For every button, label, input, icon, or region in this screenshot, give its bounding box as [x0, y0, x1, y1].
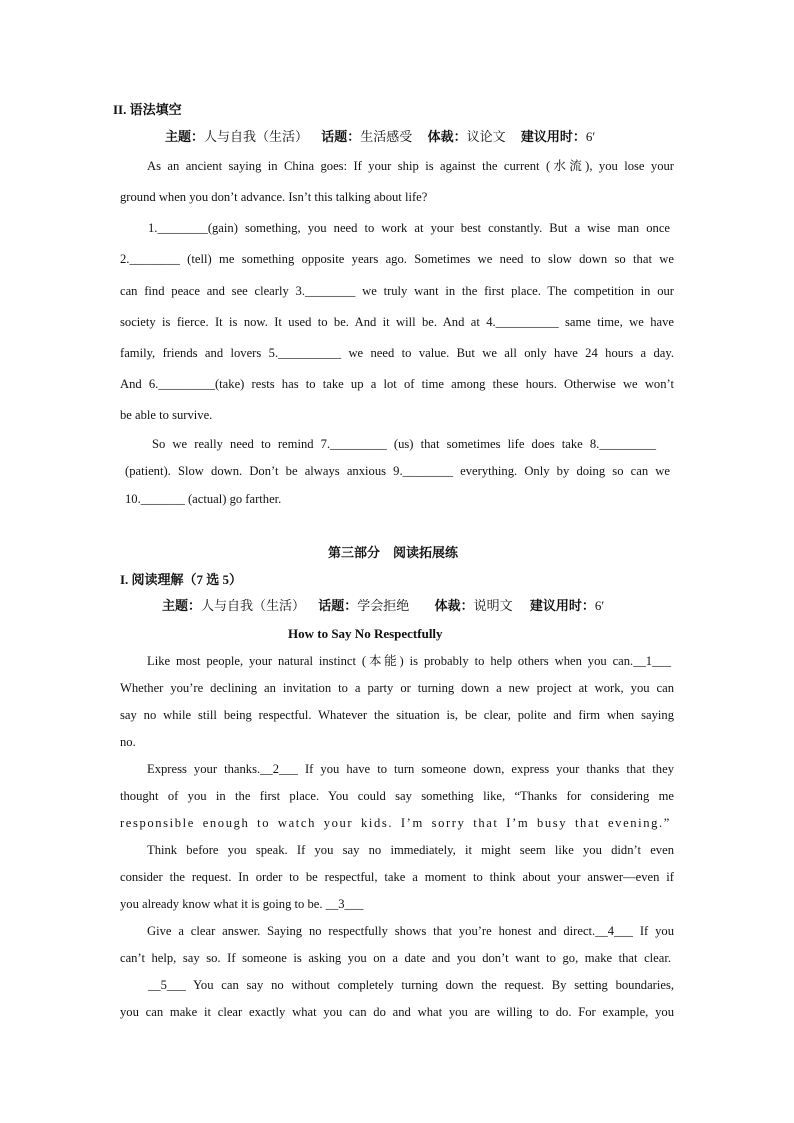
theme-value: 人与自我（生活） [201, 598, 306, 613]
reading-line-13: __5___ You can say no without completely turning down the request. By setting boundaries, [148, 978, 674, 992]
reading-line-11: Give a clear answer. Saying no respectfully shows that you’re honest and direct.__4___ If you [147, 924, 674, 938]
grammar-line-3: 1.________(gain) something, you need to work at your best constantly. But a wise man once [148, 221, 670, 235]
section-meta-reading [162, 598, 604, 614]
genre-value: 议论文 [466, 129, 506, 144]
time-label: 建议用时： [529, 598, 595, 613]
reading-line-5: Express your thanks.__2___ If you have to turn someone down, express your thanks that they [147, 762, 674, 776]
part-title: 第三部分 阅读拓展练 [328, 545, 459, 560]
grammar-line-8: And 6._________(take) rests has to take up a lot of time among these hours. Otherwise we won’t [120, 377, 674, 391]
reading-line-12: can’t help, say so. If someone is asking you on a date and you don’t want to go, make that clear. [120, 951, 671, 965]
article-title: How to Say No Respectfully [288, 626, 443, 641]
reading-line-14: you can make it clear exactly what you can do and what you are willing to do. For example, you [120, 1005, 674, 1019]
reading-line-1: Like most people, your natural instinct (本能) is probably to help others when you can.__1___ [147, 654, 671, 668]
grammar-line-2: ground when you don’t advance. Isn’t this talking about life? [120, 190, 428, 204]
time-value: 6′ [585, 129, 596, 144]
time-label: 建议用时： [520, 129, 586, 144]
grammar-line-5: can find peace and see clearly 3.________ we truly want in the first place. The competition in our [120, 284, 674, 298]
reading-line-2: Whether you’re declining an invitation to a party or turning down a new project at work, you can [120, 681, 674, 695]
reading-line-10: you already know what it is going to be. __3___ [120, 897, 364, 911]
reading-line-6: thought of you in the first place. You could say something like, “Thanks for considering me [120, 789, 674, 803]
reading-line-4: no. [120, 735, 136, 749]
theme-label: 主题： [162, 598, 202, 613]
grammar-line-4: 2.________ (tell) me something opposite years ago. Sometimes we need to slow down so that we [120, 252, 674, 266]
section-heading-reading: I. 阅读理解（7 选 5） [120, 572, 243, 587]
theme-label: 主题： [165, 129, 205, 144]
theme-value: 人与自我（生活） [204, 129, 309, 144]
time-value: 6′ [594, 598, 605, 613]
topic-label: 话题： [321, 129, 361, 144]
topic-value: 学会拒绝 [357, 598, 410, 613]
grammar-line-7: family, friends and lovers 5.__________ we need to value. But we all only have 24 hours a day. [120, 346, 674, 360]
grammar-line-12: 10._______ (actual) go farther. [125, 492, 282, 506]
grammar-line-1: As an ancient saying in China goes: If your ship is against the current (水流), you lose your [147, 159, 674, 173]
genre-label: 体裁： [434, 598, 474, 613]
reading-line-7: responsible enough to watch your kids. I’m sorry that I’m busy that evening.” [120, 816, 671, 830]
genre-value: 说明文 [473, 598, 513, 613]
topic-label: 话题： [318, 598, 358, 613]
grammar-line-11: (patient). Slow down. Don’t be always anxious 9.________ everything. Only by doing so can we [125, 464, 670, 478]
grammar-line-10: So we really need to remind 7._________ (us) that sometimes life does take 8._________ [152, 437, 656, 451]
grammar-line-6: society is fierce. It is now. It used to be. And it will be. And at 4.__________ same time, we have [120, 315, 674, 329]
reading-line-8: Think before you speak. If you say no immediately, it might seem like you didn’t even [147, 843, 674, 857]
topic-value: 生活感受 [360, 129, 413, 144]
grammar-line-9: be able to survive. [120, 408, 213, 422]
genre-label: 体裁： [427, 129, 467, 144]
reading-line-9: consider the request. In order to be respectful, take a moment to think about your answer—even if [120, 870, 674, 884]
reading-line-3: say no while still being respectful. Whatever the situation is, be clear, polite and firm when saying [120, 708, 674, 722]
section-meta-grammar [165, 129, 595, 145]
section-heading-grammar: II. 语法填空 [113, 102, 182, 117]
